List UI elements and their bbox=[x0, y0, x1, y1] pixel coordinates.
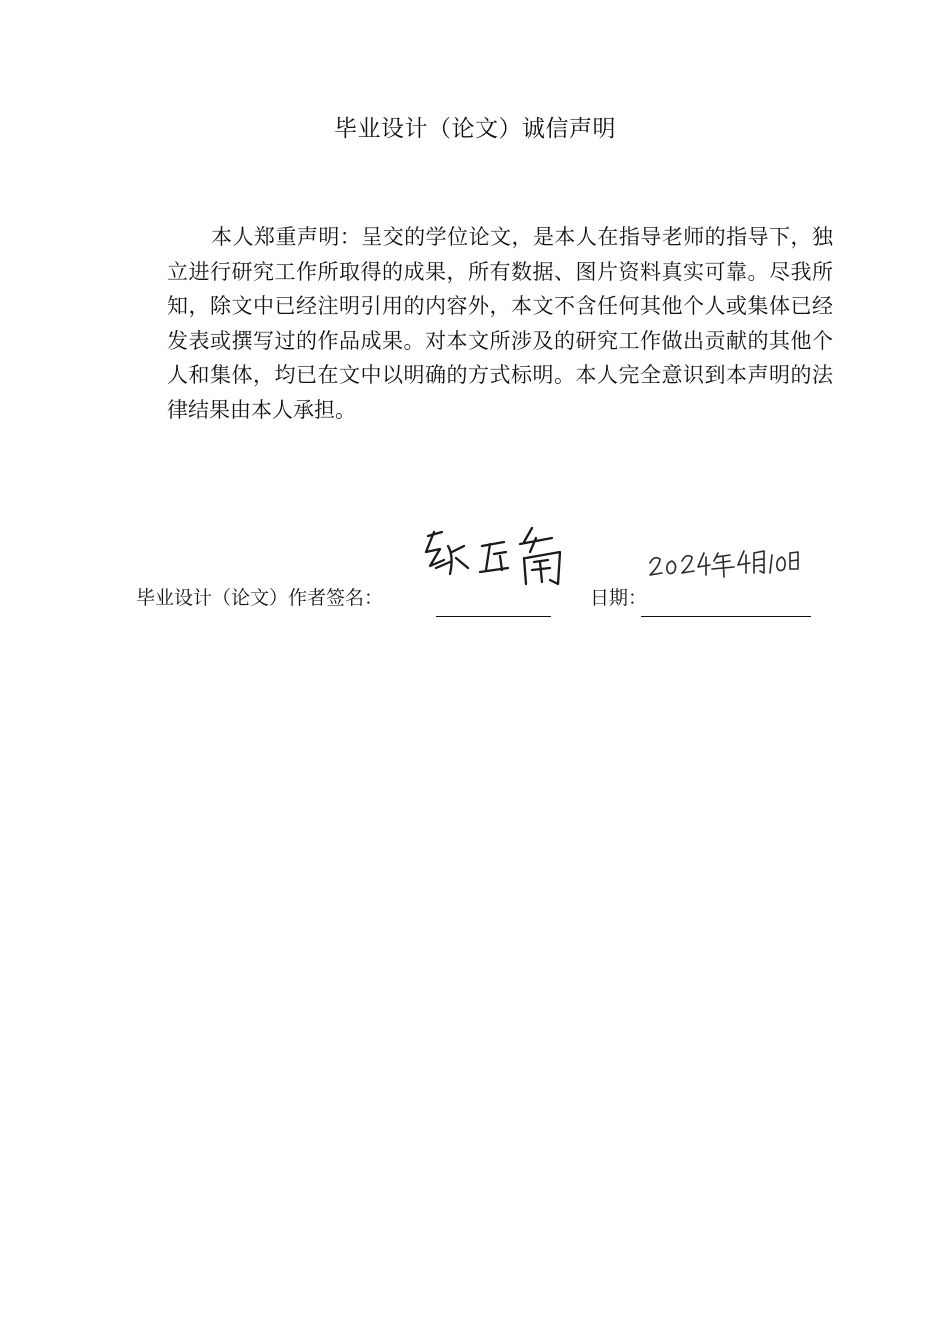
date-line bbox=[641, 616, 811, 617]
page-title: 毕业设计（论文）诚信声明 bbox=[334, 116, 616, 142]
author-signature-line bbox=[436, 616, 551, 617]
date-label: 日期： bbox=[590, 587, 648, 609]
handwritten-date bbox=[648, 543, 800, 583]
author-signature-label: 毕业设计（论文）作者签名： bbox=[136, 587, 384, 609]
declaration-paragraph: 本人郑重声明：呈交的学位论文，是本人在指导老师的指导下，独立进行研究工作所取得的成果，所有数据、图片资料真实可靠。尽我所知，除文中已经注明引用的内容外，本文不含任何其他个人或集体已经发表或撰写过的作品成果。对本文所涉及的研究工作做出贡献的其他个人和集体，均已在文中以明确的方式标明。本人完全意识到本声明的法律结果由本人承担。 bbox=[167, 225, 833, 422]
handwritten-signature bbox=[420, 522, 580, 592]
